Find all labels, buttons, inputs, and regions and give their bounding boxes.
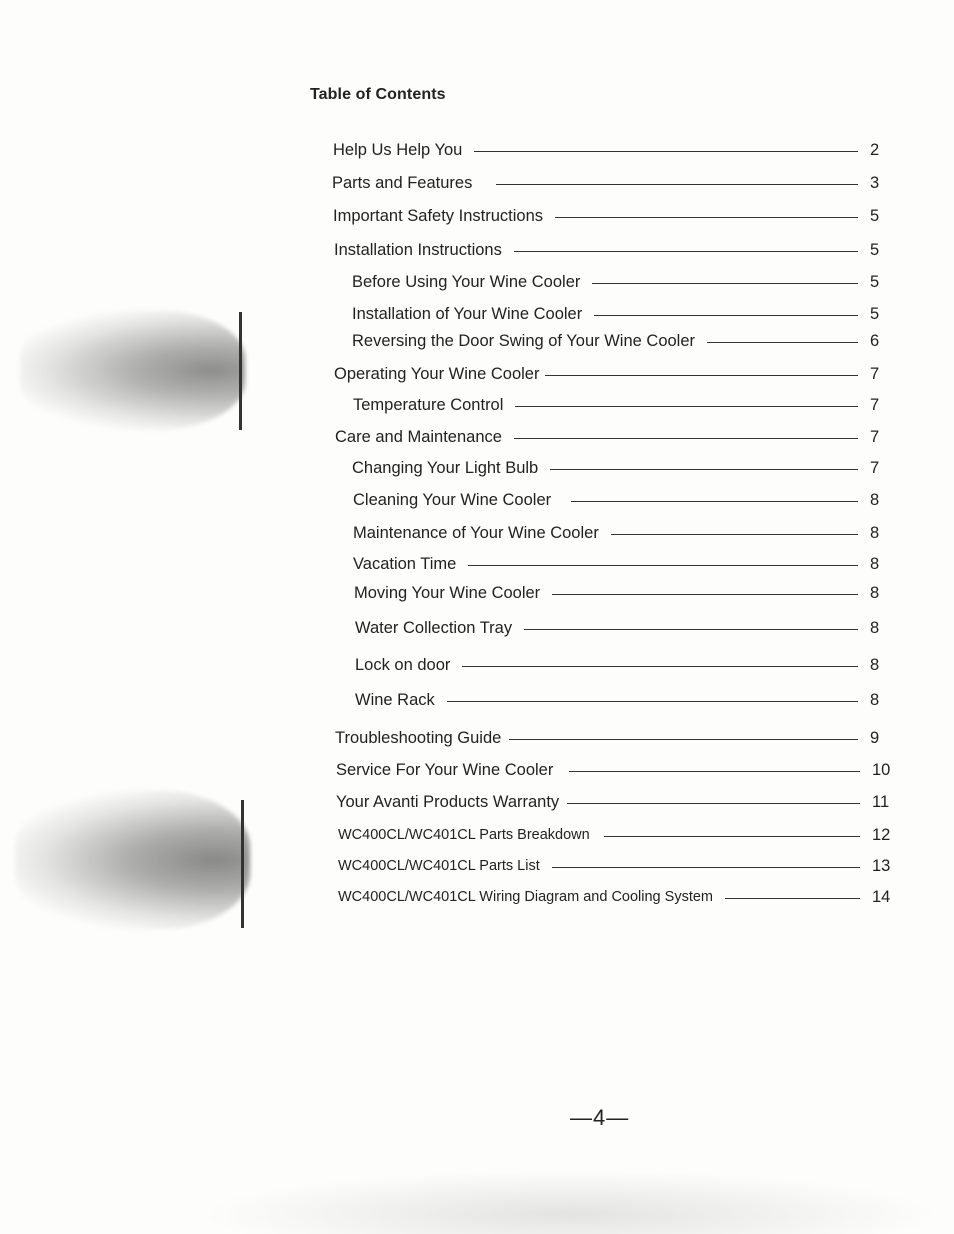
- toc-entry-page: 6: [870, 331, 880, 350]
- scan-edge: [239, 312, 242, 430]
- toc-leader: [514, 438, 858, 439]
- toc-entry-label: Changing Your Light Bulb: [352, 458, 539, 477]
- scan-artifact: [20, 310, 245, 430]
- toc-entry-label: Operating Your Wine Cooler: [334, 364, 540, 383]
- toc-entry-page: 7: [870, 458, 880, 477]
- toc-leader: [569, 771, 860, 772]
- toc-leader: [447, 701, 858, 702]
- toc-entry-label: WC400CL/WC401CL Parts List: [338, 858, 540, 874]
- toc-leader: [611, 534, 858, 535]
- toc-entry: [352, 303, 890, 325]
- toc-entry: [353, 394, 890, 416]
- toc-leader: [707, 342, 858, 343]
- toc-entry-label: Installation of Your Wine Cooler: [352, 304, 583, 323]
- toc-leader: [571, 501, 858, 502]
- toc-entry: [355, 617, 890, 639]
- toc-entry-label: Important Safety Instructions: [333, 206, 544, 225]
- toc-entry-label: Installation Instructions: [334, 240, 502, 259]
- toc-entry-page: 9: [870, 728, 880, 747]
- toc-entry: [353, 489, 890, 511]
- toc-entry: [334, 239, 890, 261]
- toc-entry-label: Moving Your Wine Cooler: [354, 583, 541, 602]
- toc-entry: [334, 363, 890, 385]
- toc-leader: [545, 375, 858, 376]
- toc-entry: [354, 582, 890, 604]
- toc-entry-page: 7: [870, 395, 880, 414]
- scan-artifact: [15, 790, 250, 930]
- toc-leader: [567, 803, 860, 804]
- toc-entry-page: 14: [872, 887, 891, 906]
- toc-entry-page: 10: [872, 760, 891, 779]
- toc-entry: [352, 457, 890, 479]
- toc-entry: [333, 139, 890, 161]
- toc-leader: [509, 739, 858, 740]
- toc-entry: [352, 271, 890, 293]
- toc-leader: [725, 898, 860, 899]
- toc-entry-page: 7: [870, 427, 880, 446]
- toc-entry: [338, 886, 900, 908]
- toc-entry: [352, 330, 890, 352]
- toc-entry-page: 13: [872, 856, 891, 875]
- toc-entry-page: 3: [870, 173, 880, 192]
- toc-entry-label: WC400CL/WC401CL Wiring Diagram and Cooling System: [338, 889, 713, 905]
- toc-leader: [550, 469, 858, 470]
- toc-entry: [333, 205, 890, 227]
- toc-entry: [332, 172, 890, 194]
- page-number: —4—: [570, 1105, 630, 1130]
- toc-leader: [496, 184, 858, 185]
- toc-entry-page: 8: [870, 523, 880, 542]
- toc-entry: [336, 759, 900, 781]
- toc-leader: [468, 565, 858, 566]
- toc-entry-label: Service For Your Wine Cooler: [336, 760, 554, 779]
- toc-entry-label: Temperature Control: [353, 395, 504, 414]
- scan-edge: [241, 800, 244, 928]
- toc-entry-label: Cleaning Your Wine Cooler: [353, 490, 552, 509]
- toc-entry-page: 5: [870, 240, 880, 259]
- toc-entry-page: 5: [870, 206, 880, 225]
- toc-entry-label: Maintenance of Your Wine Cooler: [353, 523, 599, 542]
- toc-leader: [514, 251, 858, 252]
- toc-entry-page: 8: [870, 490, 880, 509]
- toc-entry: [338, 824, 900, 846]
- toc-entry: [353, 522, 890, 544]
- toc-entry-label: Troubleshooting Guide: [335, 728, 502, 747]
- toc-entry-label: Your Avanti Products Warranty: [336, 792, 560, 811]
- toc-entry-page: 8: [870, 583, 880, 602]
- toc-title: Table of Contents: [310, 86, 446, 103]
- toc-leader: [555, 217, 858, 218]
- toc-entry-label: Wine Rack: [355, 690, 435, 709]
- toc-leader: [594, 315, 858, 316]
- toc-entry: [336, 791, 900, 813]
- toc-leader: [592, 283, 858, 284]
- toc-entry-page: 5: [870, 304, 880, 323]
- toc-entry-label: Reversing the Door Swing of Your Wine Cooler: [352, 331, 696, 350]
- toc-leader: [474, 151, 858, 152]
- toc-leader: [552, 867, 860, 868]
- toc-entry-label: Care and Maintenance: [335, 427, 502, 446]
- toc-entry-label: Water Collection Tray: [355, 618, 513, 637]
- toc-entry-label: Help Us Help You: [333, 140, 463, 159]
- toc-leader: [462, 666, 858, 667]
- toc-entry-label: WC400CL/WC401CL Parts Breakdown: [338, 827, 590, 843]
- toc-entry-page: 8: [870, 618, 880, 637]
- toc-entry-label: Lock on door: [355, 655, 451, 674]
- toc-entry: [335, 426, 890, 448]
- toc-leader: [524, 629, 858, 630]
- toc-entry: [335, 727, 890, 749]
- toc-entry-label: Parts and Features: [332, 173, 473, 192]
- toc-entry-label: Vacation Time: [353, 554, 457, 573]
- toc-entry-page: 8: [870, 690, 880, 709]
- toc-entry-page: 7: [870, 364, 880, 383]
- toc-entry: [355, 654, 890, 676]
- toc-leader: [552, 594, 858, 595]
- toc-entry: [353, 553, 890, 575]
- toc-leader: [604, 836, 860, 837]
- toc-entry-label: Before Using Your Wine Cooler: [352, 272, 581, 291]
- scan-artifact: [200, 1170, 940, 1234]
- toc-entry-page: 8: [870, 655, 880, 674]
- toc-entry-page: 11: [872, 792, 890, 811]
- toc-leader: [515, 406, 858, 407]
- toc-entry-page: 5: [870, 272, 880, 291]
- toc-entry-page: 8: [870, 554, 880, 573]
- toc-entry: [355, 689, 890, 711]
- toc-entry-page: 12: [872, 825, 891, 844]
- toc-entry: [338, 855, 900, 877]
- toc-entry-page: 2: [870, 140, 880, 159]
